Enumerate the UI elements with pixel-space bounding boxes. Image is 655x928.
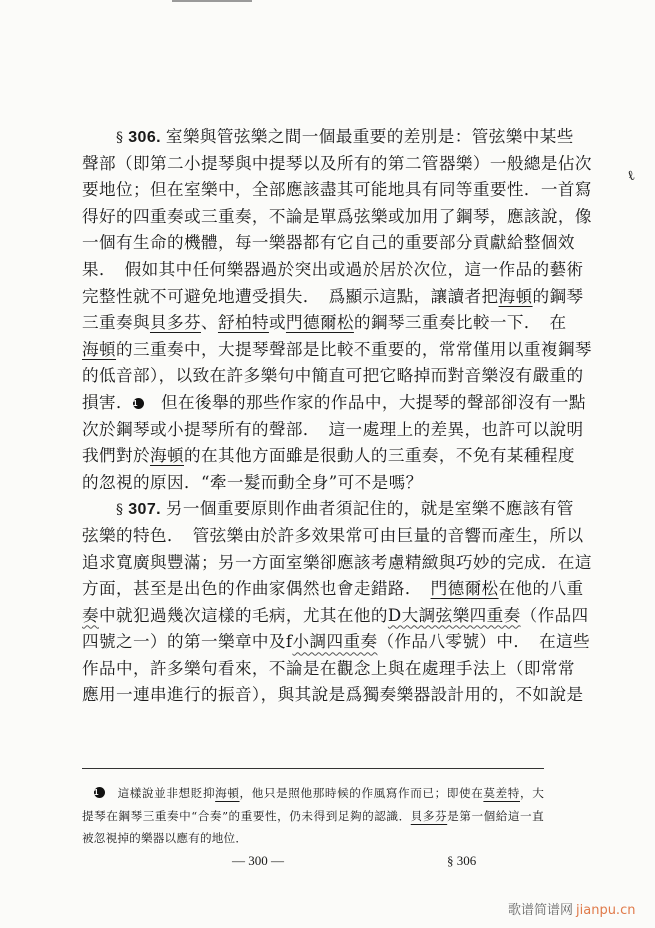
text-run: 次於鋼琴或小提琴所有的聲部． 這一處理上的差異，也許可以說明	[82, 419, 584, 439]
text-line	[82, 230, 575, 257]
text-run: 弦樂的特色． 管弦樂由於許多效果常可由巨量的音響而產生，所以	[82, 525, 584, 545]
section-number: 306.	[123, 129, 166, 146]
text-run: 是第一個給這一直	[447, 808, 544, 823]
text-run: 或	[268, 313, 286, 333]
footnote-line	[82, 827, 544, 850]
page-body	[82, 124, 592, 709]
text-run: ，大	[520, 786, 544, 800]
section-number: 307.	[123, 501, 166, 519]
text-run: 的鋼琴三重奏比較一下． 在	[353, 313, 567, 333]
text-line	[82, 257, 584, 284]
text-line	[82, 443, 575, 470]
footnote	[82, 782, 544, 850]
text-run: 損害．	[82, 392, 133, 412]
section-symbol: §	[116, 502, 124, 519]
text-run: 我們對於	[82, 446, 150, 466]
text-line	[82, 337, 592, 364]
text-run: 、	[200, 313, 218, 333]
text-line	[82, 204, 592, 231]
text-run: ，他只是照他那時候的作風寫作而已；即使在	[239, 786, 484, 800]
text-line	[82, 363, 584, 390]
text-run: 的三重奏中，大提琴聲部是比較不重要的，常常僅用以重複鋼琴	[116, 339, 592, 359]
proper-name: 海頓	[149, 446, 184, 466]
watermark	[508, 899, 635, 918]
text-line	[82, 496, 574, 523]
text-run: 得好的四重奏或三重奏，不論是單爲弦樂或加用了鋼琴，應該說，像	[82, 206, 592, 226]
margin-pen-mark: ℓ	[625, 167, 638, 185]
text-run: （作品四	[520, 605, 589, 625]
footnote-marker[interactable]: 1	[133, 398, 144, 409]
text-line	[82, 124, 574, 151]
text-line	[82, 177, 592, 204]
proper-name: 舒柏特	[217, 313, 269, 333]
text-line	[82, 470, 562, 497]
text-run: 提琴在鋼琴三重奏中“合奏”的重要性，仍未得到足夠的認識．	[82, 808, 411, 823]
text-run: 作品中，許多樂句看來，不論是在觀念上與在處理手法上（即常常	[82, 658, 575, 678]
work-title: 奏	[82, 605, 99, 625]
text-run: 的忽視的原因．“牽一髮而動全身”可不是嗎？	[82, 472, 423, 492]
section-306	[82, 124, 592, 496]
section-reference: § 306	[447, 853, 477, 868]
watermark-text: 歌谱简谱网	[508, 903, 574, 918]
text-line	[82, 417, 584, 444]
proper-name: 海頓	[498, 286, 533, 306]
text-run: 室樂與管弦樂之間一個最重要的差別是：管弦樂中某些	[165, 127, 574, 146]
text-line	[82, 310, 567, 337]
text-run: 的鋼琴	[532, 286, 584, 306]
text-run: 果． 假如其中任何樂器過於突出或過於居於次位，這一作品的藝術	[82, 259, 584, 279]
text-run: 另一個重要原則作曲者須記住的，就是室樂不應該有管	[165, 499, 574, 519]
text-run: 這樣說並非想貶抑	[105, 786, 216, 800]
text-line	[82, 550, 592, 577]
proper-name: 貝多芬	[410, 808, 448, 823]
page-number: — 300 —	[232, 853, 284, 868]
text-line	[82, 603, 589, 630]
text-line	[82, 523, 584, 550]
text-line	[82, 151, 592, 178]
text-run: 四號之一）的第一樂章中及f	[82, 632, 293, 652]
proper-name: 海頓	[82, 339, 116, 359]
scan-edge-mark	[172, 0, 252, 2]
text-line	[82, 682, 584, 709]
footnote-divider	[82, 768, 544, 769]
text-run: 完整性就不可避免地遭受損失． 爲顯示這點，讓讀者把	[82, 286, 499, 306]
proper-name: 貝多芬	[149, 313, 201, 333]
footnote-line	[82, 805, 544, 828]
proper-name: 門德爾松	[430, 579, 499, 599]
text-line	[82, 576, 584, 603]
text-run: 方面，甚至是出色的作曲家偶然也會走錯路．	[82, 579, 431, 599]
text-run: 但在後舉的那些作家的作品中，大提琴的聲部卻沒有一點	[143, 392, 586, 412]
section-symbol: §	[116, 130, 124, 146]
text-run: 的低音部），以致在許多樂句中簡直可把它略掉而對音樂沒有嚴重的	[82, 366, 584, 386]
text-line	[82, 284, 584, 311]
text-run: （作品八零號）中． 在這些	[377, 632, 591, 652]
watermark-url: jianpu.cn	[576, 903, 636, 918]
text-line	[82, 629, 591, 656]
text-run: 應用一連串進行的振音），與其說是爲獨奏樂器設計用的，不如說是	[82, 685, 584, 705]
text-run: 中就犯過幾次這樣的毛病，尤其在他的	[99, 605, 388, 625]
text-line	[82, 390, 586, 417]
text-run: 要地位；但在室樂中，全部應該盡其可能地具有同等重要性．一首寫	[82, 180, 592, 200]
proper-name: 海頓	[215, 786, 240, 800]
work-title: 小調四重奏	[292, 632, 378, 652]
text-run: 被忽視掉的樂器以應有的地位．	[82, 831, 248, 845]
footnote-line	[82, 782, 544, 805]
proper-name: 門德爾松	[285, 313, 354, 333]
proper-name: 莫差特	[483, 786, 520, 800]
text-run: 三重奏與	[82, 313, 150, 333]
text-run: 的在其他方面雖是很動人的三重奏，不免有某種程度	[183, 446, 575, 466]
work-title: D大調弦樂四重奏	[387, 605, 521, 625]
text-run: 追求寬廣與豐滿；另一方面室樂卻應該考慮精緻與巧妙的完成．在這	[82, 552, 592, 572]
text-run: 一個有生命的機體，每一樂器都有它自己的重要部分貢獻給整個效	[82, 233, 575, 253]
section-307	[82, 496, 592, 709]
text-run: 聲部（即第二小提琴與中提琴以及所有的第二管器樂）一般總是佔次	[82, 153, 592, 173]
text-line	[82, 656, 575, 683]
footnote-marker[interactable]: 1	[94, 787, 105, 798]
text-run: 在他的八重	[498, 579, 584, 599]
